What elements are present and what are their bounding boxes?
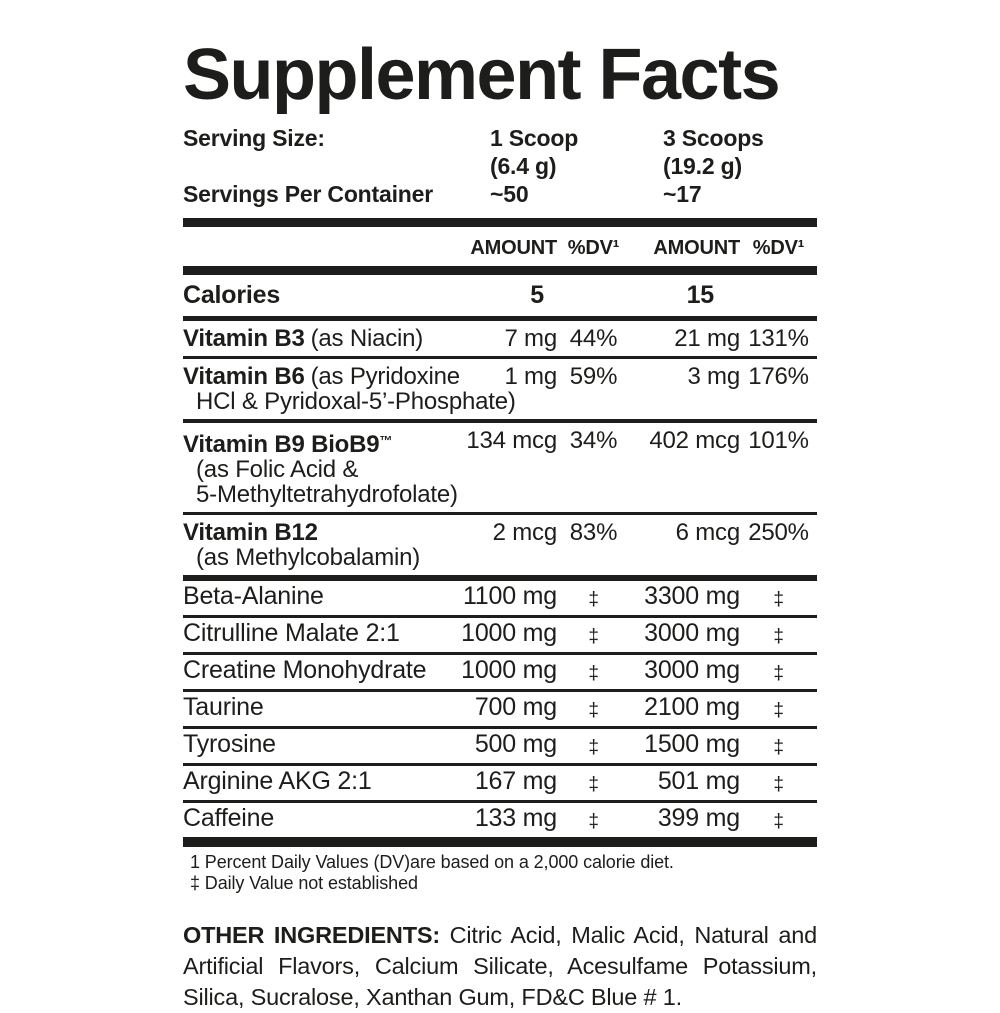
dv-1: ‡ [588,737,599,759]
dv-2: ‡ [773,700,784,722]
amount-1: 1000 mg [461,656,557,685]
dv-2: 176% [748,363,809,391]
dv-1: ‡ [588,626,599,648]
calories-row [183,275,817,316]
ingredient-name: Tyrosine [183,730,276,759]
calories-value-2: 15 [686,281,714,310]
table-row-caffeine [183,803,817,837]
amount-1: 167 mg [474,767,557,796]
amount-2: 2100 mg [644,693,740,722]
dv-1: 34% [569,427,618,455]
amount-2: 3000 mg [644,656,740,685]
ingredient-name-continued: 5-Methyltetrahydrofolate) [196,481,458,509]
other-ingredients-label: OTHER INGREDIENTS: [183,922,440,949]
ingredient-name [183,428,458,509]
ingredient-name [183,520,443,570]
ingredient-name: Citrulline Malate 2:1 [183,619,400,648]
dv-1: ‡ [588,700,599,722]
dv-1: 59% [569,363,618,391]
trademark-symbol: ™ [379,433,393,449]
ingredient-name-continued: (as Folic Acid & [196,456,359,484]
ingredient-name [183,363,516,416]
servings-per-container-label: Servings Per Container [183,181,433,208]
amount-2: 501 mg [657,767,740,796]
servings-per-container-row [183,180,817,208]
other-ingredients-text: Citric Acid, Malic Acid, Natural and [449,922,817,949]
ingredient-name: Arginine AKG 2:1 [183,767,372,796]
ingredient-name-note: (as Pyridoxine [310,363,460,391]
dv-2: 101% [748,427,809,455]
dagger-footnote: ‡ Daily Value not established [190,873,418,894]
dv-2: 131% [748,325,809,353]
amount-2: 1500 mg [644,730,740,759]
amount-1: 1000 mg [461,619,557,648]
other-ingredients-line-3: Silica, Sucralose, Xanthan Gum, FD&C Blue # 1. [183,984,682,1011]
other-ingredients-line-1 [183,920,817,951]
ingredient-name-bold: Vitamin B3 [183,325,305,353]
table-row-tyrosine [183,729,817,763]
ingredient-name: Taurine [183,693,264,722]
dv-2: ‡ [773,589,784,611]
ingredient-name-continued: HCl & Pyridoxal-5’-Phosphate) [196,388,516,416]
serving-scoop-1: 1 Scoop [490,125,579,152]
footnotes [183,852,817,894]
serving-info [183,124,817,208]
amount-header-1: AMOUNT [470,237,557,260]
amount-1: 133 mg [474,804,557,833]
dv-1: ‡ [588,589,599,611]
table-row-vitamin-b6 [183,359,817,419]
table-row-citrulline-malate [183,618,817,652]
spacer [183,152,490,180]
table-row-vitamin-b9 [183,423,817,512]
amount-2: 3 mg [687,363,740,391]
dv-footnote: 1 Percent Daily Values (DV)are based on a 2,000 calorie diet. [190,852,674,873]
column-header-row [183,227,817,266]
other-ingredients-line-2: Artificial Flavors, Calcium Silicate, Acesulfame Potassium, [183,953,817,980]
dv-header-1: %DV¹ [567,237,620,260]
amount-2: 3300 mg [644,582,740,611]
page-title: Supplement Facts [183,35,780,115]
ingredient-name-note: (as Niacin) [310,325,424,353]
supplement-facts-label [183,35,817,1013]
amount-header-2: AMOUNT [653,237,740,260]
amount-1: 500 mg [474,730,557,759]
table-row-creatine-monohydrate [183,655,817,689]
dv-2: ‡ [773,626,784,648]
amount-2: 21 mg [674,325,740,353]
table-row-taurine [183,692,817,726]
ingredient-name-bold: Vitamin B12 [183,519,318,547]
serving-weight-1: (6.4 g) [490,153,557,180]
serving-scoop-2: 3 Scoops [663,125,764,152]
amount-1: 134 mcg [466,427,557,455]
ingredient-name: Creatine Monohydrate [183,656,427,685]
dv-header-2: %DV¹ [752,237,805,260]
divider-bar [183,837,817,847]
amount-2: 3000 mg [644,619,740,648]
amount-1: 700 mg [474,693,557,722]
dv-1: 83% [569,519,618,547]
dv-2: 250% [748,519,809,547]
dv-1: ‡ [588,811,599,833]
serving-size-label: Serving Size: [183,125,325,152]
dv-2: ‡ [773,811,784,833]
dv-1: 44% [569,325,618,353]
dv-2: ‡ [773,663,784,685]
calories-value-1: 5 [530,281,544,310]
ingredient-name: Beta-Alanine [183,582,324,611]
servings-count-2: ~17 [663,181,702,208]
ingredient-name-continued: (as Methylcobalamin) [196,544,421,572]
divider-bar [183,266,817,275]
serving-size-row [183,124,817,152]
divider-bar [183,218,817,227]
ingredient-name-bold: Vitamin B6 [183,363,305,391]
dv-1: ‡ [588,663,599,685]
dv-2: ‡ [773,737,784,759]
ingredient-name: Caffeine [183,804,275,833]
amount-2: 399 mg [657,804,740,833]
dv-2: ‡ [773,774,784,796]
dv-1: ‡ [588,774,599,796]
ingredient-name [183,326,443,351]
amount-2: 6 mcg [675,519,740,547]
calories-label: Calories [183,281,281,310]
amount-1: 2 mcg [492,519,557,547]
amount-2: 402 mcg [649,427,740,455]
other-ingredients [183,920,817,1013]
amount-1: 1100 mg [462,582,557,611]
table-row-vitamin-b3 [183,321,817,356]
serving-weight-2: (19.2 g) [663,153,742,180]
ingredient-name-bold: Vitamin B9 BioB9 [183,431,380,459]
amount-1: 1 mg [504,363,557,391]
table-row-arginine-akg [183,766,817,800]
amount-1: 7 mg [504,325,557,353]
table-row-vitamin-b12 [183,515,817,575]
servings-count-1: ~50 [490,181,529,208]
serving-weight-row [183,152,817,180]
table-row-beta-alanine [183,581,817,615]
